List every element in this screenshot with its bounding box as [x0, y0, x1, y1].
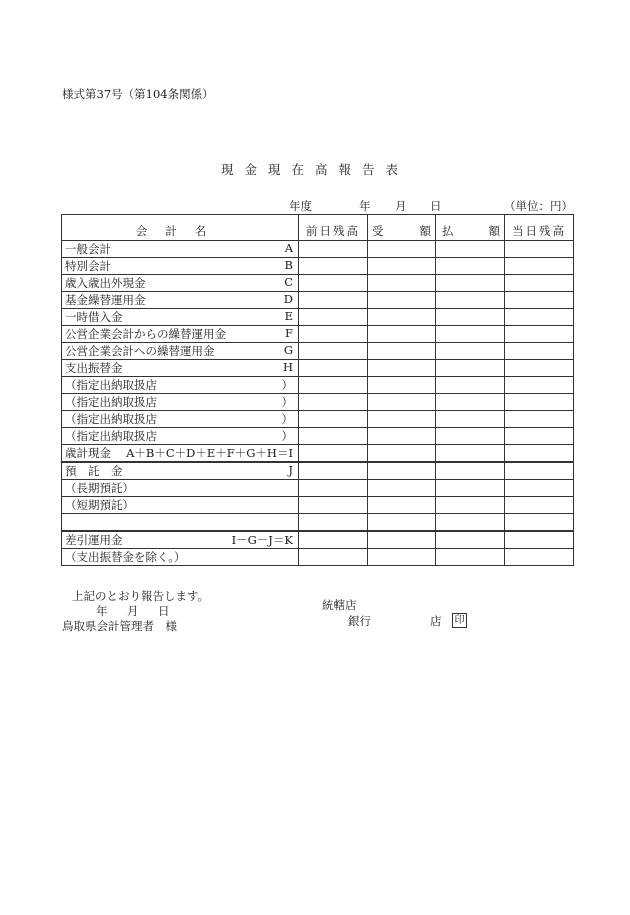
- cell-receipts[interactable]: [368, 241, 436, 258]
- form-number: 様式第37号（第104条関係）: [62, 87, 214, 101]
- cell-payments[interactable]: [436, 480, 505, 497]
- report-text: 上記のとおり報告します。: [72, 589, 210, 603]
- table-row: [62, 497, 574, 514]
- row-code: J: [288, 463, 293, 477]
- cell-today[interactable]: [505, 531, 574, 549]
- cell-receipts[interactable]: [368, 343, 436, 360]
- header-today-balance: 当日残高: [505, 215, 574, 241]
- row-code: ）: [281, 412, 293, 426]
- header-receipts-a: 受: [372, 224, 384, 238]
- header-row: [62, 215, 574, 241]
- cell-prev[interactable]: [299, 258, 368, 275]
- cell-receipts[interactable]: [368, 326, 436, 343]
- cell-payments[interactable]: [436, 549, 505, 566]
- cell-prev[interactable]: [299, 292, 368, 309]
- row-label: （長期預託）: [65, 481, 134, 495]
- cell-payments[interactable]: [436, 411, 505, 428]
- row-label: 歳入歳出外現金: [65, 276, 146, 290]
- cell-prev[interactable]: [299, 497, 368, 514]
- cell-today[interactable]: [505, 326, 574, 343]
- cell-receipts[interactable]: [368, 445, 436, 463]
- row-label: 一般会計: [65, 242, 111, 256]
- cell-today[interactable]: [505, 480, 574, 497]
- row-label: （指定出納取扱店: [65, 412, 157, 426]
- header-receipts: [368, 215, 436, 241]
- cell-payments[interactable]: [436, 258, 505, 275]
- cell-payments[interactable]: [436, 445, 505, 463]
- cell-prev[interactable]: [299, 428, 368, 445]
- cell-payments[interactable]: [436, 343, 505, 360]
- row-code: H: [282, 360, 293, 374]
- table-row: [62, 462, 574, 480]
- cell-receipts[interactable]: [368, 462, 436, 480]
- cell-receipts[interactable]: [368, 480, 436, 497]
- cell-payments[interactable]: [436, 497, 505, 514]
- row-code: A: [284, 241, 293, 255]
- row-label: 歳計現金: [65, 446, 111, 460]
- header-prev-balance: 前日残高: [299, 215, 368, 241]
- row-label: 公営企業会計への繰替運用金: [65, 344, 215, 358]
- month-label: 月: [395, 199, 407, 213]
- cell-prev[interactable]: [299, 377, 368, 394]
- row-code: ）: [281, 395, 293, 409]
- report-date: 年 月 日: [96, 604, 174, 618]
- cell-payments[interactable]: [436, 292, 505, 309]
- row-code: C: [284, 275, 293, 289]
- cell-prev[interactable]: [299, 394, 368, 411]
- cell-receipts[interactable]: [368, 377, 436, 394]
- cell-today[interactable]: [505, 411, 574, 428]
- cell-receipts[interactable]: [368, 428, 436, 445]
- row-label: 一時借入金: [65, 310, 123, 324]
- header-payments-a: 払: [442, 224, 454, 238]
- store-label: 店: [430, 614, 442, 628]
- cell-prev[interactable]: [299, 445, 368, 463]
- table-row: [62, 480, 574, 497]
- table-row: [62, 377, 574, 394]
- cell-today[interactable]: [505, 343, 574, 360]
- row-label: 支出振替金: [65, 361, 123, 375]
- cell-today[interactable]: [505, 445, 574, 463]
- cell-receipts[interactable]: [368, 309, 436, 326]
- row-label: 公営企業会計からの繰替運用金: [65, 327, 226, 341]
- row-formula: A＋B＋C＋D＋E＋F＋G＋H＝I: [126, 446, 293, 460]
- cell-payments[interactable]: [436, 462, 505, 480]
- cell-prev[interactable]: [299, 462, 368, 480]
- table-row: [62, 258, 574, 275]
- table-row: [62, 411, 574, 428]
- cell-receipts[interactable]: [368, 549, 436, 566]
- day-label: 日: [430, 199, 442, 213]
- cell-receipts[interactable]: [368, 275, 436, 292]
- table-row: [62, 360, 574, 377]
- cell-payments[interactable]: [436, 531, 505, 549]
- date-line: [289, 198, 573, 214]
- table-row: [62, 292, 574, 309]
- cell-today[interactable]: [505, 275, 574, 292]
- cell-today[interactable]: [505, 241, 574, 258]
- addressee: 鳥取県会計管理者 様: [62, 619, 177, 633]
- cell-prev[interactable]: [299, 275, 368, 292]
- row-label: （指定出納取扱店: [65, 378, 157, 392]
- cell-today[interactable]: [505, 462, 574, 480]
- table-row: [62, 531, 574, 549]
- page-title: 現金現在高報告表: [220, 162, 409, 177]
- cell-prev[interactable]: [299, 360, 368, 377]
- row-label: （支出振替金を除く。）: [65, 550, 186, 564]
- table-row: [62, 549, 574, 566]
- cell-prev[interactable]: [299, 241, 368, 258]
- year-label: 年: [359, 199, 371, 213]
- row-code: ）: [281, 378, 293, 392]
- cell-payments[interactable]: [436, 241, 505, 258]
- cell-prev[interactable]: [299, 326, 368, 343]
- unit-label: （単位：円）: [504, 199, 573, 213]
- cell-today[interactable]: [505, 377, 574, 394]
- branch-label: 統轄店: [322, 598, 357, 612]
- cell-today[interactable]: [505, 394, 574, 411]
- cell-today[interactable]: [505, 514, 574, 532]
- table-row: [62, 241, 574, 258]
- cell-payments[interactable]: [436, 360, 505, 377]
- fiscal-year-label: 年度: [289, 199, 312, 213]
- cell-today[interactable]: [505, 428, 574, 445]
- table-row: [62, 343, 574, 360]
- cell-payments[interactable]: [436, 377, 505, 394]
- table-row: [62, 309, 574, 326]
- table-row-blank: [62, 514, 574, 532]
- cash-report-table: [61, 214, 574, 566]
- row-label: （指定出納取扱店: [65, 429, 157, 443]
- row-label: （短期預託）: [65, 498, 134, 512]
- row-label: 差引運用金: [65, 533, 123, 547]
- row-label: 特別会計: [65, 259, 111, 273]
- seal-stamp: 印: [452, 613, 467, 628]
- table-row: [62, 428, 574, 445]
- row-code: G: [283, 343, 293, 357]
- cell-receipts[interactable]: [368, 360, 436, 377]
- table-row: [62, 275, 574, 292]
- table-row: [62, 326, 574, 343]
- cell-prev[interactable]: [299, 549, 368, 566]
- cell-receipts[interactable]: [368, 258, 436, 275]
- row-code: E: [284, 309, 293, 323]
- row-label: （指定出納取扱店: [65, 395, 157, 409]
- cell-prev[interactable]: [299, 343, 368, 360]
- cell-receipts[interactable]: [368, 394, 436, 411]
- row-formula: I－G－J＝K: [231, 533, 293, 547]
- cell-receipts[interactable]: [368, 292, 436, 309]
- row-code: B: [284, 258, 293, 272]
- cell-receipts[interactable]: [368, 531, 436, 549]
- cell-payments[interactable]: [436, 394, 505, 411]
- cell-receipts[interactable]: [368, 411, 436, 428]
- row-label: 預 託 金: [65, 464, 123, 478]
- cell-payments[interactable]: [436, 428, 505, 445]
- header-account-name: 会計名: [62, 215, 299, 241]
- row-label: 基金繰替運用金: [65, 293, 146, 307]
- cell-today[interactable]: [505, 258, 574, 275]
- header-receipts-b: 額: [419, 224, 431, 238]
- row-code: ）: [281, 429, 293, 443]
- report-statement: [62, 589, 209, 634]
- cell-prev[interactable]: [299, 531, 368, 549]
- cell-prev[interactable]: [299, 411, 368, 428]
- row-code: D: [283, 292, 293, 306]
- cell-prev[interactable]: [299, 514, 368, 532]
- header-payments-b: 額: [488, 224, 500, 238]
- row-code: F: [285, 326, 293, 340]
- cell-today[interactable]: [505, 292, 574, 309]
- cell-receipts[interactable]: [368, 497, 436, 514]
- cell-prev[interactable]: [299, 309, 368, 326]
- cell-payments[interactable]: [436, 326, 505, 343]
- cell-today[interactable]: [505, 549, 574, 566]
- bank-label: 銀行: [348, 614, 371, 628]
- bank-signature: [322, 597, 482, 629]
- cell-today[interactable]: [505, 497, 574, 514]
- cell-prev[interactable]: [299, 480, 368, 497]
- cell-payments[interactable]: [436, 309, 505, 326]
- blank-label-cell: [62, 514, 299, 532]
- cell-today[interactable]: [505, 360, 574, 377]
- table-row: [62, 445, 574, 463]
- cell-today[interactable]: [505, 309, 574, 326]
- bank-line: [322, 613, 482, 629]
- header-payments: [436, 215, 505, 241]
- cell-payments[interactable]: [436, 514, 505, 532]
- cell-receipts[interactable]: [368, 514, 436, 532]
- table-row: [62, 394, 574, 411]
- cell-payments[interactable]: [436, 275, 505, 292]
